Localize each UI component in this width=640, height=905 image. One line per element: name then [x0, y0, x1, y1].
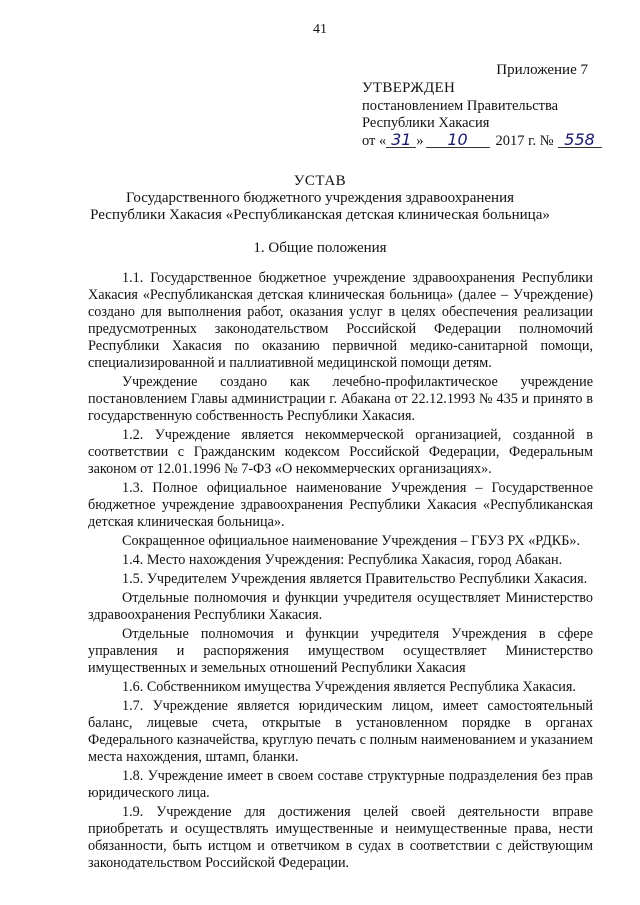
- document-subtitle-2: Республики Хакасия «Республиканская детская клиническая больница»: [90, 207, 550, 223]
- date-year: 2017 г. №: [495, 132, 554, 149]
- appendix-label: Приложение 7: [496, 62, 588, 78]
- paragraph: Отдельные полномочия и функции учредителя Учреждения в сфере управления и распоряжения имуществом осуществляет Министерство имущественных и земельных отношений Республики Хакасия: [88, 626, 593, 676]
- approval-block: [362, 80, 602, 150]
- document-title: УСТАВ: [293, 173, 347, 189]
- approval-title: УТВЕРЖДЕН: [362, 80, 456, 96]
- approval-date-line: [362, 129, 602, 151]
- handwritten-day: 31: [386, 133, 416, 148]
- paragraph: Сокращенное официальное наименование Учреждения – ГБУЗ РХ «РДКБ».: [122, 533, 581, 549]
- paragraph: 1.2. Учреждение является некоммерческой организацией, созданной в соответствии с Гражданским кодексом Российской Федерации, Федеральным законом от 12.01.1996 № 7-ФЗ «О некоммерческих организациях».: [88, 427, 593, 477]
- document-body: [88, 270, 593, 874]
- approval-line-2: Республики Хакасия: [362, 115, 490, 131]
- handwritten-month: 10: [426, 133, 490, 148]
- paragraph: 1.6. Собственником имущества Учреждения является Республика Хакасия.: [122, 679, 576, 695]
- paragraph: 1.8. Учреждение имеет в своем составе структурные подразделения без прав юридического лица.: [88, 768, 593, 801]
- date-mid: »: [416, 132, 424, 149]
- document-subtitle-1: Государственного бюджетного учреждения здравоохранения: [125, 190, 515, 206]
- paragraph: Отдельные полномочия и функции учредителя осуществляет Министерство здравоохранения Республики Хакасия.: [88, 590, 593, 623]
- handwritten-number: 558: [558, 133, 602, 148]
- date-prefix: от «: [362, 132, 387, 149]
- paragraph: 1.4. Место нахождения Учреждения: Республика Хакасия, город Абакан.: [122, 552, 563, 568]
- section-heading: 1. Общие положения: [253, 240, 387, 256]
- approval-line-1: постановлением Правительства: [362, 97, 559, 114]
- paragraph: 1.7. Учреждение является юридическим лицом, имеет самостоятельный баланс, лицевые счета, открытые в установленном порядке в органах Федерального казначейства, круглую печать с полным наименованием и указанием места нахождения, штамп, бланки.: [88, 698, 593, 765]
- page-number: 41: [313, 22, 327, 37]
- paragraph: 1.9. Учреждение для достижения целей своей деятельности вправе приобретать и осуществлять имущественные и неимущественные права, нести обязанности, быть истцом и ответчиком в судах в соответствии с действующим законодательством Российской Федерации.: [88, 804, 593, 871]
- paragraph: Учреждение создано как лечебно-профилактическое учреждение постановлением Главы администрации г. Абакана от 22.12.1993 № 435 и принято в государственную собственность Республики Хакасия.: [88, 374, 593, 424]
- paragraph: 1.1. Государственное бюджетное учреждение здравоохранения Республики Хакасия «Республиканская детская клиническая больница» (далее – Учреждение) создано для выполнения работ, оказания услуг в целях обеспечения реализации предусмотренных законодательством Российской Федерации полномочий Республики Хакасия по оказанию первичной медико-санитарной помощи, специализированной и паллиативной медицинской помощи детям.: [88, 270, 593, 371]
- paragraph: 1.5. Учредителем Учреждения является Правительство Республики Хакасия.: [122, 571, 588, 587]
- paragraph: 1.3. Полное официальное наименование Учреждения – Государственное бюджетное учреждение здравоохранения Республики Хакасия «Республиканская детская клиническая больница».: [88, 480, 593, 530]
